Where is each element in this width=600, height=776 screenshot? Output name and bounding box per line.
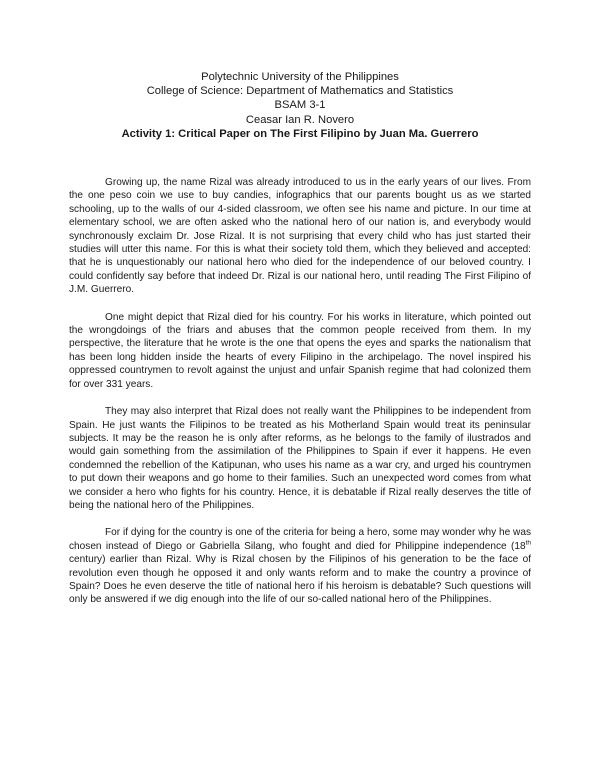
- paragraph-4: [69, 526, 531, 606]
- paragraph-2: One might depict that Rizal died for his country. For his works in literature, which pointed out the wrongdoings of the friars and abuses that the common people received from them. In my perspective, the literature that he wrote is the one that opens the eyes and sparks the nationalism that has been long hidden inside the hearts of every Filipino in the archipelago. The novel inspired his oppressed countrymen to revolt against the unjust and unfair Spanish regime that had colonized them for over 331 years.: [69, 311, 531, 390]
- paragraph-1: Growing up, the name Rizal was already introduced to us in the early years of our lives. From the one peso coin we use to buy candies, infographics that our parents bought us as we started schooling, up to the walls of our 4-sided classroom, we often see his name and picture. In our time at elementary school, we are often asked who the national hero of our nation is, and everybody would synchronously exclaim Dr. Jose Rizal. It is not surprising that every child who has just started their studies will utter this name. For this is what their society told them, which they believed and accepted: that he is unquestionably our national hero who died for the independence of our beloved country. I could confidently say before that indeed Dr. Rizal is our national hero, until reading The First Filipino of J.M. Guerrero.: [69, 177, 531, 296]
- document-header: [70, 70, 530, 141]
- ordinal-superscript: th: [525, 539, 531, 547]
- college-name: College of Science: Department of Mathematics and Statistics: [146, 85, 454, 98]
- paragraph-4-part-1: For if dying for the country is one of the criteria for being a hero, some may wonder why he was chosen instead of Diego or Gabriella Silang, who fought and died for Philippine independence (18: [69, 527, 531, 552]
- paragraph-4-part-2: century) earlier than Rizal. Why is Rizal chosen by the Filipinos of his generation to be the face of revolution even though he opposed it and only wants reform and to make the country a province of Spain? Does he even deserve the title of national hero if his heroism is debatable? Such questions will only be answered if we dig enough into the life of our so-called national hero of the Philippines.: [69, 554, 531, 606]
- activity-title: Activity 1: Critical Paper on The First Filipino by Juan Ma. Guerrero: [121, 127, 479, 140]
- university-name: Polytechnic University of the Philippines: [201, 71, 399, 83]
- document-body: [69, 176, 531, 621]
- paragraph-3: They may also interpret that Rizal does not really want the Philippines to be independent from Spain. He just wants the Filipinos to be treated as his Motherland Spain would treat its peninsular subjects. It may be the reason he is only after reforms, as he belongs to the family of ilustrados and would gain something from the assimilation of the Philippines to Spain if ever it happens. He even condemned the rebellion of the Katipunan, who uses his name as a war cry, and urged his countrymen to put down their weapons and go home to their families. Such an unexpected word comes from what we consider a hero who fights for his country. Hence, it is debatable if Rizal really deserves the title of being the national hero of the Philippines.: [69, 406, 531, 511]
- author-name: Ceasar Ian R. Novero: [245, 113, 355, 126]
- section-label: BSAM 3-1: [274, 99, 326, 112]
